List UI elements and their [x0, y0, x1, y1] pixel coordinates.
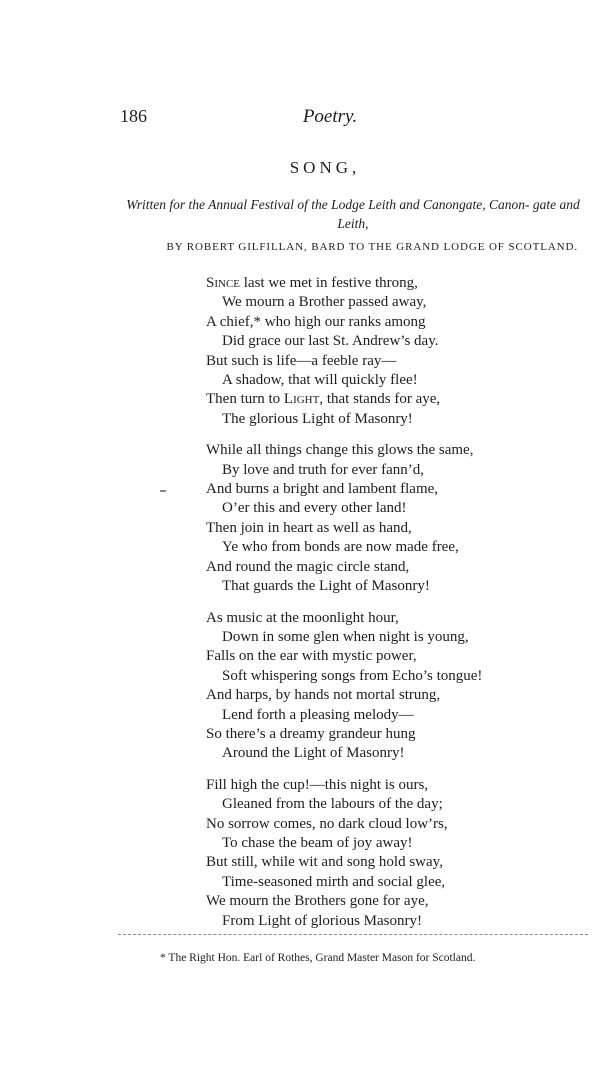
- line-text: Did grace our last St. Andrew’s day.: [222, 333, 439, 350]
- poem-line: [206, 795, 482, 814]
- author-byline: BY ROBERT GILFILLAN, BARD TO THE GRAND LODGE OF SCOTLAND.: [166, 241, 578, 253]
- stanza-3: [206, 609, 482, 764]
- line-text: Then join in heart as well as hand,: [206, 519, 412, 536]
- small-caps-word: Since: [206, 275, 241, 291]
- poem-line: [206, 352, 482, 371]
- poem-line: [206, 410, 482, 429]
- line-text: A shadow, that will quickly flee!: [222, 372, 418, 389]
- song-title: SONG,: [289, 158, 361, 177]
- line-text: We mourn a Brother passed away,: [222, 294, 427, 311]
- line-text: Falls on the ear with mystic power,: [206, 648, 417, 665]
- poem-line: [206, 609, 482, 628]
- line-text: Ye who from bonds are now made free,: [222, 539, 459, 556]
- margin-mark: [160, 490, 166, 492]
- stanza-2: [206, 441, 482, 596]
- poem-line: [206, 853, 482, 872]
- line-text: Gleaned from the labours of the day;: [222, 796, 443, 813]
- line-text: And harps, by hands not mortal strung,: [206, 687, 441, 704]
- poem-line: [206, 441, 482, 460]
- footnote: * The Right Hon. Earl of Rothes, Grand Master Mason for Scotland.: [160, 952, 476, 964]
- line-text: last we met in festive throng,: [240, 275, 418, 291]
- poem-line: [206, 274, 482, 293]
- line-text: From Light of glorious Masonry!: [222, 912, 422, 929]
- poem-line: [206, 538, 482, 557]
- line-text: Then turn to: [206, 391, 284, 408]
- poem-line: [206, 371, 482, 390]
- poem-line: [206, 815, 482, 834]
- footnote-rule: [118, 934, 588, 935]
- poem-line: [206, 390, 482, 409]
- page-number: 186: [120, 106, 147, 126]
- line-text: While all things change this glows the same,: [206, 442, 474, 459]
- line-text: A chief,* who high our ranks among: [206, 313, 426, 330]
- poem-line: [206, 873, 482, 892]
- line-text: Fill high the cup!—this night is ours,: [206, 776, 429, 793]
- line-text: The glorious Light of Masonry!: [222, 410, 413, 427]
- poem-line: [206, 499, 482, 518]
- poem-line: [206, 686, 482, 705]
- poem-line: [206, 480, 482, 499]
- line-text: O’er this and every other land!: [222, 500, 407, 517]
- poem-line: [206, 744, 482, 763]
- line-text: So there’s a dreamy grandeur hung: [206, 725, 416, 742]
- line-text: But still, while wit and song hold sway,: [206, 854, 443, 871]
- line-text: Around the Light of Masonry!: [222, 745, 405, 762]
- small-caps-word: Light: [283, 391, 320, 408]
- poem-line: [206, 313, 482, 332]
- running-head: Poetry.: [302, 106, 358, 127]
- line-text: And round the magic circle stand,: [206, 558, 410, 575]
- line-text: Time-seasoned mirth and social glee,: [222, 873, 446, 890]
- stanza-4: [206, 776, 482, 931]
- poem-body: [206, 274, 482, 931]
- poem-line: [206, 628, 482, 647]
- poem-line: [206, 667, 482, 686]
- line-text: Lend forth a pleasing melody—: [222, 706, 414, 723]
- song-subtitle: Written for the Annual Festival of the Lodge Leith and Canongate, Canon- gate and Leith,: [126, 197, 580, 231]
- poem-line: [206, 461, 482, 480]
- line-text: Soft whispering songs from Echo’s tongue!: [222, 667, 483, 684]
- line-text: We mourn the Brothers gone for aye,: [206, 893, 429, 910]
- line-text: And burns a bright and lambent flame,: [206, 481, 439, 498]
- poem-line: [206, 647, 482, 666]
- poem-line: [206, 577, 482, 596]
- line-text: Down in some glen when night is young,: [222, 628, 469, 645]
- line-text: That guards the Light of Masonry!: [222, 578, 430, 595]
- poem-line: [206, 519, 482, 538]
- line-text: No sorrow comes, no dark cloud low’rs,: [206, 815, 448, 832]
- line-text: To chase the beam of joy away!: [222, 834, 413, 851]
- poem-line: [206, 834, 482, 853]
- stanza-1: [206, 274, 482, 429]
- line-text: As music at the moonlight hour,: [206, 609, 399, 626]
- line-text: By love and truth for ever fann’d,: [222, 461, 425, 478]
- poem-line: [206, 558, 482, 577]
- poem-line: [206, 892, 482, 911]
- poem-line: [206, 725, 482, 744]
- poem-line: [206, 776, 482, 795]
- poem-line: [206, 293, 482, 312]
- poem-line: [206, 912, 482, 931]
- line-text-after: , that stands for aye,: [319, 391, 441, 408]
- poem-line: [206, 706, 482, 725]
- poem-line: [206, 332, 482, 351]
- line-text: But such is life—a feeble ray—: [206, 352, 397, 369]
